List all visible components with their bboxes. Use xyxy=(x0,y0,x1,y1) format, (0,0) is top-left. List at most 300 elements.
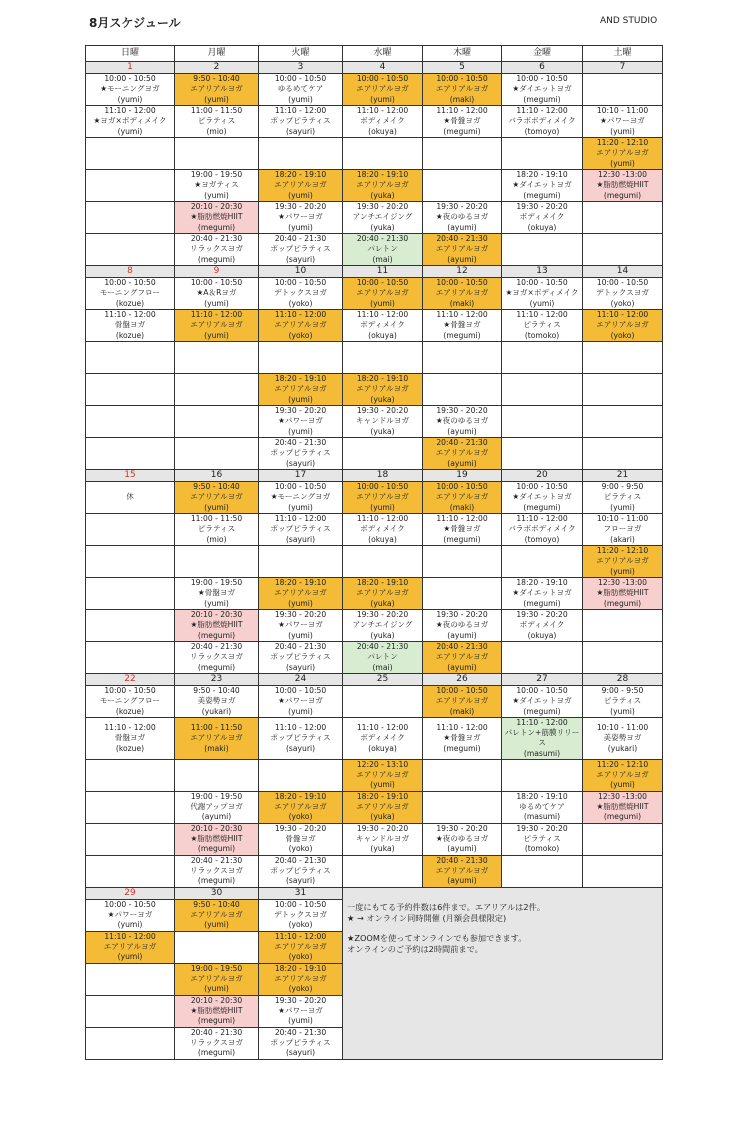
class-cell xyxy=(175,278,259,310)
schedule-table xyxy=(85,45,663,1060)
class-name: エアリアルヨガ xyxy=(190,320,243,330)
class-instructor: (yumi) xyxy=(610,706,635,716)
class-time: 20:40 - 21:30 xyxy=(436,234,488,244)
class-instructor: (yumi) xyxy=(370,298,395,308)
class-cell xyxy=(259,899,343,931)
class-name: ポップピラティス xyxy=(270,866,331,876)
slot-row xyxy=(86,546,663,578)
class-instructor: (megumi) xyxy=(197,254,236,264)
class-instructor: (megumi) xyxy=(197,876,236,886)
empty-cell xyxy=(583,202,663,234)
class-instructor: (mai) xyxy=(372,662,393,672)
class-instructor: (kozue) xyxy=(115,743,145,753)
class-cell xyxy=(583,170,663,202)
class-name: エアリアルヨガ xyxy=(435,696,489,706)
class-name: ★脂肪燃焼HIIT xyxy=(190,620,243,630)
class-instructor: (yuka) xyxy=(370,394,395,404)
class-name: ★脂肪燃焼HIIT xyxy=(596,180,649,190)
slot-row xyxy=(86,482,663,514)
class-cell xyxy=(502,610,583,642)
class-instructor: (ayumi) xyxy=(447,662,477,672)
class-cell xyxy=(583,578,663,610)
class-time: 19:30 - 20:20 xyxy=(356,202,409,212)
weekday-sat: 土曜 xyxy=(583,46,663,62)
class-name: ★夜のゆるヨガ xyxy=(435,834,489,844)
class-time: 18:20 - 19:10 xyxy=(274,170,327,180)
class-cell xyxy=(423,514,502,546)
class-instructor: (sayuri) xyxy=(285,458,316,468)
class-time: 11:10 - 12:00 xyxy=(356,723,409,733)
empty-cell xyxy=(86,406,175,438)
class-instructor: (masumi) xyxy=(523,812,561,822)
weekday-tue: 火曜 xyxy=(259,46,343,62)
class-cell xyxy=(175,170,259,202)
class-cell xyxy=(86,482,175,514)
empty-cell xyxy=(86,438,175,470)
date-cell: 7 xyxy=(583,62,663,74)
class-time: 19:30 - 20:20 xyxy=(274,824,327,833)
class-instructor: (sayuri) xyxy=(285,534,316,544)
class-cell xyxy=(259,170,343,202)
slot-row xyxy=(86,514,663,546)
class-name: エアリアルヨガ xyxy=(190,492,243,502)
class-time: 10:10 - 11:00 xyxy=(596,723,649,733)
class-time: 19:30 - 20:20 xyxy=(436,610,488,620)
class-instructor: (yuka) xyxy=(370,426,395,436)
class-instructor: (okuya) xyxy=(368,330,397,340)
class-name: ★パワーヨガ xyxy=(278,416,323,426)
class-cell xyxy=(259,514,343,546)
class-name: ★ダイエットヨガ xyxy=(512,696,572,706)
empty-cell xyxy=(86,759,175,791)
class-cell xyxy=(423,406,502,438)
class-time: 10:10 - 11:00 xyxy=(596,514,649,524)
class-cell xyxy=(343,642,423,674)
class-time: 12:30 -13:00 xyxy=(598,170,647,180)
slot-row xyxy=(86,374,663,406)
class-time: 19:30 - 20:20 xyxy=(516,610,568,620)
class-instructor: (ayumi) xyxy=(447,844,477,854)
class-time: 19:00 - 19:50 xyxy=(190,578,243,588)
class-cell xyxy=(502,74,583,106)
empty-cell xyxy=(259,759,343,791)
class-name: エアリアルヨガ xyxy=(356,588,409,598)
class-time: 20:10 - 20:30 xyxy=(190,996,243,1005)
class-name: ★パワーヨガ xyxy=(278,696,323,706)
date-cell: 31 xyxy=(259,887,343,899)
class-name: 休 xyxy=(126,492,134,502)
class-cell xyxy=(259,374,343,406)
empty-cell xyxy=(423,791,502,823)
class-cell xyxy=(175,718,259,760)
class-instructor: (ayumi) xyxy=(447,876,477,886)
empty-cell xyxy=(175,406,259,438)
class-name: ★ダイエットヨガ xyxy=(512,84,572,94)
class-instructor: (ayumi) xyxy=(447,630,477,640)
class-name: ピラティス xyxy=(603,696,642,706)
class-name: ボディメイク xyxy=(360,733,405,743)
class-time: 11:10 - 12:00 xyxy=(516,718,568,727)
class-time: 9:00 - 9:50 xyxy=(601,686,644,696)
date-cell: 3 xyxy=(259,62,343,74)
empty-cell xyxy=(583,642,663,674)
class-time: 10:00 - 10:50 xyxy=(104,278,156,288)
class-name: ★パワーヨガ xyxy=(278,620,323,630)
class-instructor: (yumi) xyxy=(288,94,313,104)
class-cell xyxy=(86,686,175,718)
class-time: 10:00 - 10:50 xyxy=(436,74,488,84)
class-time: 10:00 - 10:50 xyxy=(104,686,156,696)
slot-row xyxy=(86,234,663,266)
class-cell xyxy=(175,642,259,674)
class-name: ポップピラティス xyxy=(270,733,331,743)
class-cell xyxy=(343,791,423,823)
class-time: 11:10 - 12:00 xyxy=(190,310,243,320)
empty-cell xyxy=(502,438,583,470)
class-time: 18:20 - 19:10 xyxy=(274,578,327,588)
class-name: 骨盤ヨガ xyxy=(114,733,146,743)
class-name: デトックスヨガ xyxy=(274,910,327,920)
empty-cell xyxy=(86,170,175,202)
class-name: アンチエイジング xyxy=(352,212,413,222)
slot-row xyxy=(86,791,663,823)
empty-cell xyxy=(583,74,663,106)
class-instructor: (akari) xyxy=(610,534,635,544)
class-name: ★ダイエットヨガ xyxy=(512,180,572,190)
class-instructor: (okuya) xyxy=(368,534,397,544)
class-cell xyxy=(175,578,259,610)
class-time: 11:20 - 12:10 xyxy=(596,546,649,556)
class-cell xyxy=(343,310,423,342)
slot-row xyxy=(86,106,663,138)
empty-cell xyxy=(343,342,423,374)
class-name: エアリアルヨガ xyxy=(356,288,409,298)
date-cell: 29 xyxy=(86,887,175,899)
class-instructor: (megumi) xyxy=(197,662,236,672)
class-instructor: (yumi) xyxy=(610,502,635,512)
class-instructor: (ayumi) xyxy=(447,222,477,232)
empty-cell xyxy=(502,759,583,791)
class-name: ★パワーヨガ xyxy=(278,1006,323,1016)
class-name: ボディメイク xyxy=(360,524,405,534)
class-name: エアリアルヨガ xyxy=(103,942,157,952)
class-instructor: (yukari) xyxy=(201,706,232,716)
class-name: ポップピラティス xyxy=(270,524,331,534)
class-name: 骨盤ヨガ xyxy=(285,834,316,844)
class-time: 11:10 - 12:00 xyxy=(436,723,488,733)
class-time: 10:00 - 10:50 xyxy=(190,278,243,288)
class-instructor: (yoko) xyxy=(288,812,313,822)
class-cell xyxy=(583,310,663,342)
class-time: 11:10 - 12:00 xyxy=(516,514,568,524)
class-name: エアリアルヨガ xyxy=(190,910,243,920)
class-cell xyxy=(86,718,175,760)
class-instructor: (yumi) xyxy=(610,126,635,136)
class-cell xyxy=(583,791,663,823)
class-cell xyxy=(175,995,259,1027)
class-cell xyxy=(343,610,423,642)
class-name: ボディメイク xyxy=(360,320,405,330)
class-instructor: (yoko) xyxy=(610,298,635,308)
class-name: 代謝アップヨガ xyxy=(190,802,243,812)
class-time: 9:50 - 10:40 xyxy=(193,482,240,492)
class-instructor: (yumi) xyxy=(288,190,313,200)
empty-cell xyxy=(502,374,583,406)
empty-cell xyxy=(423,578,502,610)
class-instructor: (yumi) xyxy=(204,330,229,340)
class-instructor: (yoko) xyxy=(610,330,635,340)
class-name: ★脂肪燃焼HIIT xyxy=(190,212,243,222)
date-cell: 15 xyxy=(86,470,175,482)
class-cell xyxy=(175,686,259,718)
class-instructor: (yumi) xyxy=(529,298,555,308)
class-cell xyxy=(423,106,502,138)
class-time: 11:10 - 12:00 xyxy=(356,310,409,320)
class-name: エアリアルヨガ xyxy=(596,556,649,566)
class-name: エアリアルヨガ xyxy=(435,288,489,298)
class-instructor: (megumi) xyxy=(443,743,481,753)
class-instructor: (ayumi) xyxy=(447,254,477,264)
class-time: 19:30 - 20:20 xyxy=(356,824,409,833)
class-name: パレトン xyxy=(367,652,398,662)
class-instructor: (tomoyo) xyxy=(524,126,560,136)
class-cell xyxy=(583,546,663,578)
class-instructor: (yumi) xyxy=(288,502,313,512)
class-time: 10:00 - 10:50 xyxy=(516,278,568,288)
class-name: モーニングフロー xyxy=(99,288,161,298)
class-cell xyxy=(423,234,502,266)
class-instructor: (sayuri) xyxy=(285,1048,316,1058)
class-name: ★骨盤ヨガ xyxy=(443,320,481,330)
class-time: 20:40 - 21:30 xyxy=(274,438,327,448)
class-instructor: (okuya) xyxy=(527,630,557,640)
class-time: 10:00 - 10:50 xyxy=(356,278,409,288)
class-instructor: (yumi) xyxy=(288,598,313,608)
class-time: 11:10 - 12:00 xyxy=(274,310,327,320)
class-time: 11:10 - 12:00 xyxy=(516,310,568,320)
date-cell: 6 xyxy=(502,62,583,74)
class-time: 20:10 - 20:30 xyxy=(190,824,243,833)
empty-cell xyxy=(502,234,583,266)
empty-cell xyxy=(343,686,423,718)
class-time: 10:00 - 10:50 xyxy=(356,74,409,84)
class-cell xyxy=(86,106,175,138)
class-time: 12:30 -13:00 xyxy=(598,578,647,588)
class-time: 19:00 - 19:50 xyxy=(190,792,243,801)
class-name: 美姿勢ヨガ xyxy=(603,733,642,743)
class-time: 19:30 - 20:20 xyxy=(356,610,409,620)
class-time: 11:10 - 12:00 xyxy=(516,106,568,116)
class-instructor: (megumi) xyxy=(443,126,481,136)
class-name: ピラティス xyxy=(523,834,561,844)
class-cell xyxy=(502,578,583,610)
class-name: エアリアルヨガ xyxy=(190,84,243,94)
class-cell xyxy=(502,310,583,342)
class-cell xyxy=(259,931,343,963)
class-time: 19:00 - 19:50 xyxy=(190,964,243,973)
class-cell xyxy=(175,899,259,931)
class-cell xyxy=(259,74,343,106)
slot-row xyxy=(86,610,663,642)
class-name: ★骨盤ヨガ xyxy=(197,588,236,598)
empty-cell xyxy=(423,546,502,578)
class-time: 10:00 - 10:50 xyxy=(104,74,156,84)
class-time: 11:00 - 11:50 xyxy=(190,514,243,524)
class-instructor: (kozue) xyxy=(115,298,145,308)
class-instructor: (yumi) xyxy=(610,780,635,790)
class-name: 美姿勢ヨガ xyxy=(197,696,236,706)
empty-cell xyxy=(583,438,663,470)
class-instructor: (megumi) xyxy=(523,598,561,608)
class-name: エアリアルヨガ xyxy=(274,384,327,394)
empty-cell xyxy=(423,138,502,170)
class-cell xyxy=(583,278,663,310)
class-cell xyxy=(259,578,343,610)
empty-cell xyxy=(502,855,583,887)
class-instructor: (yumi) xyxy=(370,780,395,790)
class-instructor: (yuka) xyxy=(370,844,395,854)
empty-cell xyxy=(583,855,663,887)
class-cell xyxy=(343,578,423,610)
class-name: ★骨盤ヨガ xyxy=(443,524,481,534)
class-name: ピラティス xyxy=(603,492,642,502)
class-time: 10:00 - 10:50 xyxy=(436,482,488,492)
class-name: リラックスヨガ xyxy=(190,652,243,662)
class-time: 18:20 - 19:10 xyxy=(356,374,409,384)
class-cell xyxy=(175,1027,259,1059)
class-cell xyxy=(502,278,583,310)
class-cell xyxy=(343,170,423,202)
class-instructor: (maki) xyxy=(449,706,475,716)
class-cell xyxy=(259,686,343,718)
class-time: 11:20 - 12:10 xyxy=(596,760,649,769)
class-name: エアリアルヨガ xyxy=(435,866,489,876)
class-instructor: (okuya) xyxy=(368,743,397,753)
class-cell xyxy=(259,406,343,438)
class-instructor: (okuya) xyxy=(527,222,557,232)
slot-row xyxy=(86,642,663,674)
class-cell xyxy=(86,899,175,931)
class-cell xyxy=(259,642,343,674)
empty-cell xyxy=(502,342,583,374)
class-time: 20:40 - 21:30 xyxy=(356,234,409,244)
class-name: ★パワーヨガ xyxy=(107,910,153,920)
class-name: デトックスヨガ xyxy=(596,288,649,298)
class-name: バラボボディメイク xyxy=(508,116,576,126)
empty-cell xyxy=(86,1027,175,1059)
class-instructor: (yuka) xyxy=(370,812,395,822)
empty-cell xyxy=(175,138,259,170)
class-cell xyxy=(259,278,343,310)
class-name: ポップピラティス xyxy=(270,1038,331,1048)
class-name: ★パワーヨガ xyxy=(278,212,323,222)
empty-cell xyxy=(86,823,175,855)
class-cell xyxy=(175,310,259,342)
empty-cell xyxy=(175,438,259,470)
class-instructor: (yoko) xyxy=(288,920,313,930)
class-cell xyxy=(583,138,663,170)
class-time: 10:00 - 10:50 xyxy=(516,686,568,696)
class-cell xyxy=(259,855,343,887)
class-instructor: (maki) xyxy=(449,94,475,104)
class-cell xyxy=(423,202,502,234)
class-time: 19:30 - 20:20 xyxy=(274,610,327,620)
slot-row xyxy=(86,170,663,202)
class-time: 18:20 - 19:10 xyxy=(516,792,568,801)
weekday-mon: 月曜 xyxy=(175,46,259,62)
class-instructor: (sayuri) xyxy=(285,662,316,672)
class-name: ピラティス xyxy=(197,524,236,534)
class-time: 11:10 - 12:00 xyxy=(274,932,327,941)
class-cell xyxy=(343,74,423,106)
date-cell: 4 xyxy=(343,62,423,74)
date-cell: 22 xyxy=(86,674,175,686)
class-instructor: (yumi) xyxy=(204,984,229,994)
class-name: ★ヨガ×ボディメイク xyxy=(505,288,579,298)
class-time: 20:40 - 21:30 xyxy=(436,642,488,652)
class-instructor: (yoko) xyxy=(288,844,313,854)
class-name: ★夜のゆるヨガ xyxy=(435,416,489,426)
class-cell xyxy=(259,106,343,138)
slot-row xyxy=(86,855,663,887)
class-cell xyxy=(343,106,423,138)
class-cell xyxy=(175,482,259,514)
page-title: 8月スケジュール xyxy=(89,16,181,30)
class-cell xyxy=(343,718,423,760)
class-name: ★ダイエットヨガ xyxy=(512,588,572,598)
studio-name: AND STUDIO xyxy=(600,16,658,26)
class-instructor: (yumi) xyxy=(117,94,143,104)
class-instructor: (ayumi) xyxy=(447,458,477,468)
class-instructor: (mio) xyxy=(206,126,227,136)
class-cell xyxy=(423,855,502,887)
slot-row xyxy=(86,138,663,170)
class-instructor: (sayuri) xyxy=(285,126,316,136)
slot-row xyxy=(86,406,663,438)
class-instructor: (yumi) xyxy=(370,502,395,512)
class-instructor: (ayumi) xyxy=(447,426,477,436)
class-cell xyxy=(502,482,583,514)
class-cell xyxy=(259,995,343,1027)
class-name: エアリアルヨガ xyxy=(190,974,243,984)
class-time: 10:00 - 10:50 xyxy=(274,686,327,696)
date-cell: 5 xyxy=(423,62,502,74)
class-instructor: (ayumi) xyxy=(201,812,232,822)
class-time: 10:00 - 10:50 xyxy=(516,482,568,492)
class-time: 10:00 - 10:50 xyxy=(356,482,409,492)
class-name: エアリアルヨガ xyxy=(596,320,649,330)
class-instructor: (maki) xyxy=(204,743,229,753)
class-instructor: (maki) xyxy=(449,502,475,512)
class-instructor: (yumi) xyxy=(117,126,143,136)
class-time: 12:30 -13:00 xyxy=(598,792,647,801)
class-time: 11:10 - 12:00 xyxy=(596,310,649,320)
empty-cell xyxy=(86,342,175,374)
class-cell xyxy=(259,202,343,234)
slot-row xyxy=(86,74,663,106)
class-cell xyxy=(583,686,663,718)
date-cell: 9 xyxy=(175,266,259,278)
class-instructor: (megumi) xyxy=(197,1048,236,1058)
class-cell xyxy=(423,610,502,642)
class-name: アンチエイジング xyxy=(352,620,413,630)
slot-row xyxy=(86,718,663,760)
class-instructor: (megumi) xyxy=(197,222,236,232)
class-time: 9:00 - 9:50 xyxy=(601,482,644,492)
class-time: 11:10 - 12:00 xyxy=(104,932,156,941)
class-cell xyxy=(502,718,583,760)
class-cell xyxy=(423,74,502,106)
